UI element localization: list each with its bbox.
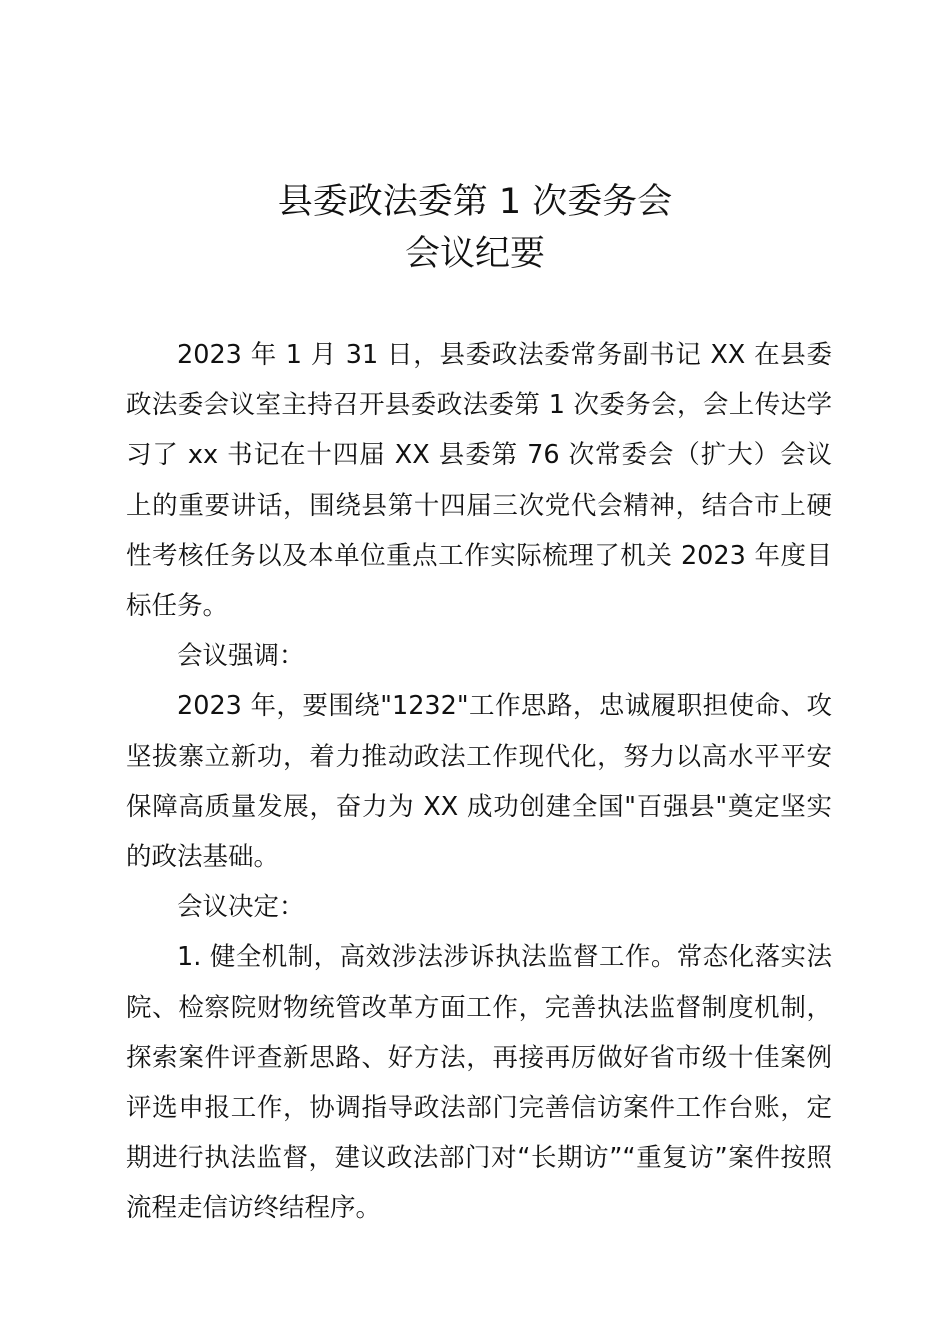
document-title xyxy=(0,176,950,280)
paragraph-emphasis-heading: 会议强调： xyxy=(177,641,305,672)
title-line-2: 会议纪要 xyxy=(404,234,545,274)
document-body xyxy=(126,330,832,1234)
paragraph-emphasis-content: 2023 年，要围绕"1232"工作思路，忠诚履职担使命、攻坚拔寨立新功，着力推动政法工作现代化，努力以高水平平安保障高质量发展，奋力为 XX 成功创建全国"百强县"奠定坚实的政法基础。 xyxy=(126,691,832,873)
paragraph-meeting-summary: 2023 年 1 月 31 日，县委政法委常务副书记 XX 在县委政法委会议室主持召开县委政法委第 1 次委务会，会上传达学习了 xx 书记在十四届 XX 县委第 76 次常委会（扩大）会议上的重要讲话，围绕县第十四届三次党代会精神，结合市上硬性考核任务以及本单位重点工作实际梳理了机关 2023 年度目标任务。 xyxy=(126,340,832,622)
paragraph-decision-item-1: 1. 健全机制，高效涉法涉诉执法监督工作。常态化落实法院、检察院财物统管改革方面工作，完善执法监督制度机制，探索案件评查新思路、好方法，再接再厉做好省市级十佳案例评选申报工作，协调指导政法部门完善信访案件工作台账，定期进行执法监督，建议政法部门对“长期访”“重复访”案件按照流程走信访终结程序。 xyxy=(126,942,832,1224)
title-line-1: 县委政法委第 1 次委务会 xyxy=(277,182,673,222)
paragraph-decision-heading: 会议决定： xyxy=(177,892,305,923)
